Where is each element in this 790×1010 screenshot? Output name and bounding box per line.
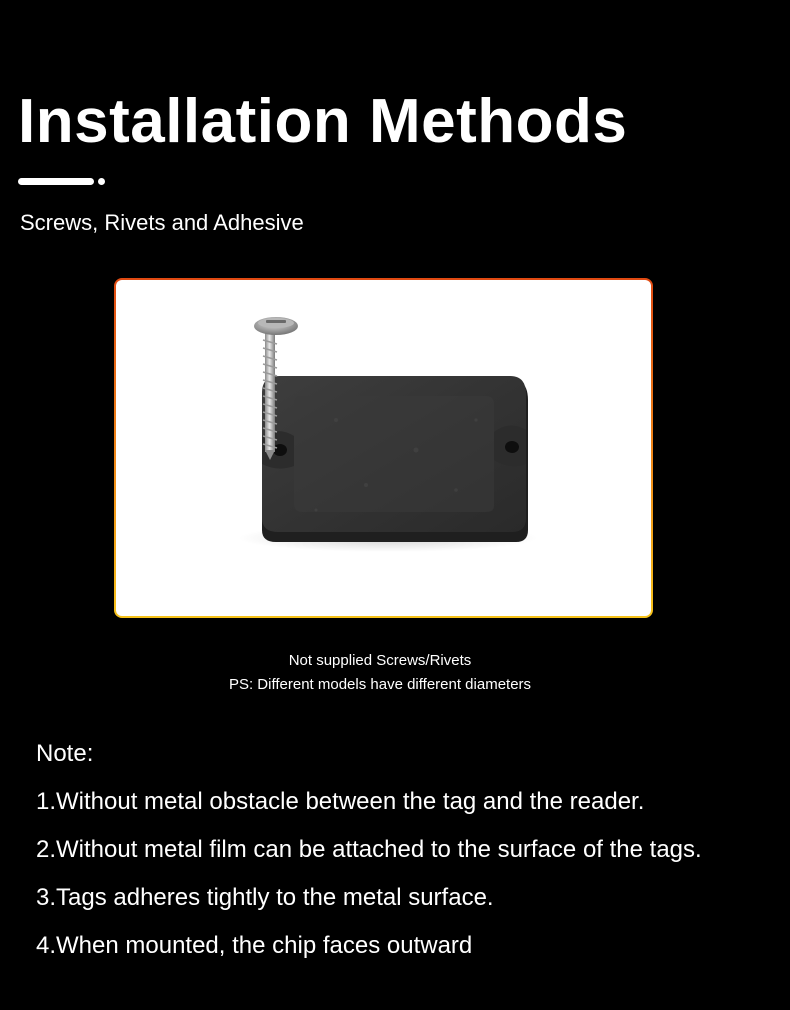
note-item: 4.When mounted, the chip faces outward <box>36 932 473 959</box>
caption-diameter-note: PS: Different models have different diameters <box>228 676 532 693</box>
product-photo <box>116 280 651 616</box>
product-photo-frame <box>114 278 653 618</box>
note-item: 3.Tags adheres tightly to the metal surface. <box>36 884 494 911</box>
note-item: 2.Without metal film can be attached to the surface of the tags. <box>36 836 702 863</box>
title-underline-dot <box>98 178 105 185</box>
note-heading: Note: <box>36 740 94 767</box>
page-subtitle: Screws, Rivets and Adhesive <box>20 210 304 235</box>
title-underline <box>18 178 94 185</box>
rfid-tag-with-screw-photo-icon <box>116 280 651 616</box>
page-title: Installation Methods <box>18 87 628 156</box>
note-item: 1.Without metal obstacle between the tag and the reader. <box>36 788 645 815</box>
caption-not-supplied: Not supplied Screws/Rivets <box>288 652 472 669</box>
